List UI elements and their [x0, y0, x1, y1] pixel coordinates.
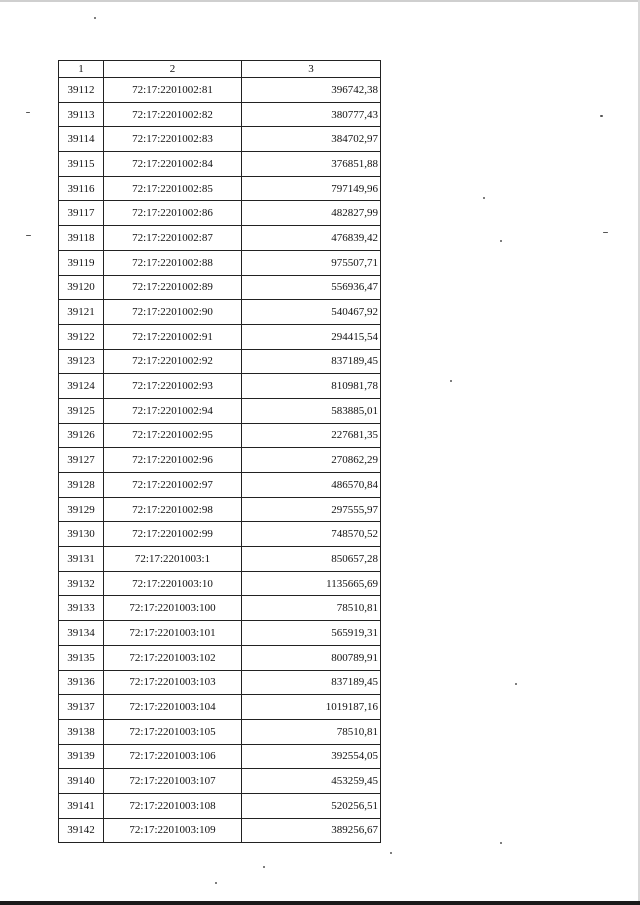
- table-row: [59, 793, 381, 818]
- scan-speck: [515, 683, 517, 685]
- cadastral-number-cell: 72:17:2201003:109: [104, 818, 242, 843]
- scan-speck: [450, 380, 452, 382]
- row-number-cell: 39112: [59, 78, 104, 103]
- value-cell: 453259,45: [242, 769, 381, 794]
- value-cell: 837189,45: [242, 670, 381, 695]
- value-cell: 748570,52: [242, 522, 381, 547]
- table-row: [59, 497, 381, 522]
- table-row: [59, 398, 381, 423]
- table-row: [59, 176, 381, 201]
- value-cell: 482827,99: [242, 201, 381, 226]
- row-number-cell: 39121: [59, 300, 104, 325]
- table-row: [59, 275, 381, 300]
- value-cell: 520256,51: [242, 793, 381, 818]
- cadastral-number-cell: 72:17:2201003:1: [104, 547, 242, 572]
- table-row: [59, 621, 381, 646]
- value-cell: 800789,91: [242, 645, 381, 670]
- cadastral-number-cell: 72:17:2201003:100: [104, 596, 242, 621]
- column-header-1: 1: [59, 61, 104, 78]
- cadastral-number-cell: 72:17:2201002:83: [104, 127, 242, 152]
- table-row: [59, 744, 381, 769]
- column-header-3: 3: [242, 61, 381, 78]
- table-row: [59, 473, 381, 498]
- cadastral-number-cell: 72:17:2201003:106: [104, 744, 242, 769]
- scan-speck: [390, 852, 392, 854]
- table-row: [59, 250, 381, 275]
- cadastral-number-cell: 72:17:2201002:94: [104, 398, 242, 423]
- table-row: [59, 78, 381, 103]
- value-cell: 270862,29: [242, 448, 381, 473]
- row-number-cell: 39141: [59, 793, 104, 818]
- table-row: [59, 201, 381, 226]
- row-number-cell: 39116: [59, 176, 104, 201]
- scan-speck: [500, 842, 502, 844]
- value-cell: 850657,28: [242, 547, 381, 572]
- row-number-cell: 39140: [59, 769, 104, 794]
- value-cell: 810981,78: [242, 374, 381, 399]
- table-row: [59, 423, 381, 448]
- value-cell: 565919,31: [242, 621, 381, 646]
- value-cell: 556936,47: [242, 275, 381, 300]
- table-row: [59, 769, 381, 794]
- value-cell: 384702,97: [242, 127, 381, 152]
- scan-speck: [483, 197, 485, 199]
- row-number-cell: 39138: [59, 719, 104, 744]
- row-number-cell: 39132: [59, 571, 104, 596]
- row-number-cell: 39120: [59, 275, 104, 300]
- value-cell: 540467,92: [242, 300, 381, 325]
- table-body: [59, 78, 381, 843]
- cadastral-number-cell: 72:17:2201003:102: [104, 645, 242, 670]
- scan-speck: [26, 235, 31, 236]
- top-edge-rule: [0, 0, 640, 2]
- table-row: [59, 670, 381, 695]
- row-number-cell: 39136: [59, 670, 104, 695]
- cadastral-number-cell: 72:17:2201003:105: [104, 719, 242, 744]
- cadastral-number-cell: 72:17:2201002:92: [104, 349, 242, 374]
- value-cell: 78510,81: [242, 596, 381, 621]
- cadastral-number-cell: 72:17:2201002:98: [104, 497, 242, 522]
- row-number-cell: 39131: [59, 547, 104, 572]
- row-number-cell: 39117: [59, 201, 104, 226]
- value-cell: 396742,38: [242, 78, 381, 103]
- cadastral-number-cell: 72:17:2201002:89: [104, 275, 242, 300]
- row-number-cell: 39139: [59, 744, 104, 769]
- table-row: [59, 102, 381, 127]
- value-cell: 78510,81: [242, 719, 381, 744]
- table-row: [59, 349, 381, 374]
- cadastral-number-cell: 72:17:2201002:87: [104, 226, 242, 251]
- value-cell: 975507,71: [242, 250, 381, 275]
- row-number-cell: 39127: [59, 448, 104, 473]
- column-header-2: 2: [104, 61, 242, 78]
- cadastral-number-cell: 72:17:2201002:85: [104, 176, 242, 201]
- table-header: [59, 61, 381, 78]
- cadastral-number-cell: 72:17:2201003:107: [104, 769, 242, 794]
- cadastral-number-cell: 72:17:2201002:96: [104, 448, 242, 473]
- value-cell: 476839,42: [242, 226, 381, 251]
- value-cell: 486570,84: [242, 473, 381, 498]
- row-number-cell: 39123: [59, 349, 104, 374]
- value-cell: 1135665,69: [242, 571, 381, 596]
- value-cell: 392554,05: [242, 744, 381, 769]
- cadastral-number-cell: 72:17:2201002:99: [104, 522, 242, 547]
- table-row: [59, 645, 381, 670]
- table-row: [59, 448, 381, 473]
- value-cell: 380777,43: [242, 102, 381, 127]
- scan-speck: [94, 17, 96, 19]
- cadastral-number-cell: 72:17:2201003:104: [104, 695, 242, 720]
- row-number-cell: 39128: [59, 473, 104, 498]
- table-row: [59, 547, 381, 572]
- table-row: [59, 818, 381, 843]
- row-number-cell: 39125: [59, 398, 104, 423]
- scan-speck: [603, 232, 608, 233]
- value-cell: 227681,35: [242, 423, 381, 448]
- scan-speck: [600, 115, 603, 117]
- row-number-cell: 39133: [59, 596, 104, 621]
- header-row: [59, 61, 381, 78]
- cadastral-number-cell: 72:17:2201002:81: [104, 78, 242, 103]
- value-cell: 294415,54: [242, 324, 381, 349]
- land-plot-table: [58, 60, 381, 843]
- scan-speck: [215, 882, 217, 884]
- cadastral-number-cell: 72:17:2201003:103: [104, 670, 242, 695]
- cadastral-number-cell: 72:17:2201002:97: [104, 473, 242, 498]
- table-row: [59, 300, 381, 325]
- cadastral-number-cell: 72:17:2201002:84: [104, 152, 242, 177]
- row-number-cell: 39119: [59, 250, 104, 275]
- row-number-cell: 39137: [59, 695, 104, 720]
- row-number-cell: 39114: [59, 127, 104, 152]
- value-cell: 583885,01: [242, 398, 381, 423]
- cadastral-number-cell: 72:17:2201002:91: [104, 324, 242, 349]
- value-cell: 837189,45: [242, 349, 381, 374]
- row-number-cell: 39129: [59, 497, 104, 522]
- row-number-cell: 39122: [59, 324, 104, 349]
- row-number-cell: 39118: [59, 226, 104, 251]
- value-cell: 1019187,16: [242, 695, 381, 720]
- row-number-cell: 39113: [59, 102, 104, 127]
- cadastral-number-cell: 72:17:2201002:88: [104, 250, 242, 275]
- cadastral-number-cell: 72:17:2201002:95: [104, 423, 242, 448]
- row-number-cell: 39134: [59, 621, 104, 646]
- cadastral-number-cell: 72:17:2201003:101: [104, 621, 242, 646]
- cadastral-number-cell: 72:17:2201002:93: [104, 374, 242, 399]
- scan-speck: [500, 240, 502, 242]
- bottom-edge-rule: [0, 901, 640, 905]
- table-row: [59, 226, 381, 251]
- table-row: [59, 596, 381, 621]
- table-row: [59, 719, 381, 744]
- table-row: [59, 374, 381, 399]
- cadastral-number-cell: 72:17:2201002:86: [104, 201, 242, 226]
- table-row: [59, 522, 381, 547]
- row-number-cell: 39124: [59, 374, 104, 399]
- table-row: [59, 695, 381, 720]
- value-cell: 297555,97: [242, 497, 381, 522]
- cadastral-number-cell: 72:17:2201003:10: [104, 571, 242, 596]
- row-number-cell: 39135: [59, 645, 104, 670]
- scan-speck: [26, 112, 30, 113]
- value-cell: 389256,67: [242, 818, 381, 843]
- row-number-cell: 39142: [59, 818, 104, 843]
- scan-speck: [263, 866, 265, 868]
- table-row: [59, 152, 381, 177]
- table-row: [59, 324, 381, 349]
- row-number-cell: 39130: [59, 522, 104, 547]
- value-cell: 376851,88: [242, 152, 381, 177]
- cadastral-number-cell: 72:17:2201002:90: [104, 300, 242, 325]
- table-row: [59, 571, 381, 596]
- table-row: [59, 127, 381, 152]
- cadastral-number-cell: 72:17:2201003:108: [104, 793, 242, 818]
- value-cell: 797149,96: [242, 176, 381, 201]
- cadastral-number-cell: 72:17:2201002:82: [104, 102, 242, 127]
- row-number-cell: 39115: [59, 152, 104, 177]
- row-number-cell: 39126: [59, 423, 104, 448]
